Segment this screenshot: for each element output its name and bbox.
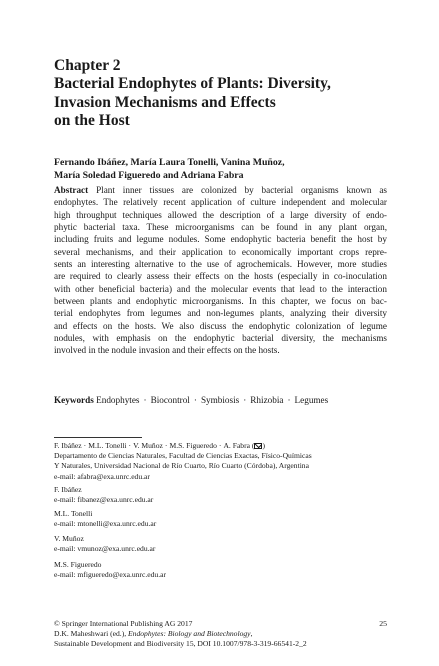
contact-email: e-mail: mtonelli@exa.unrc.edu.ar bbox=[54, 519, 157, 529]
abstract-line: terial endophytes from legumes and non-legumes plants, analyzing their diversity bbox=[54, 308, 387, 319]
citation-editor: D.K. Maheshwari (ed.), bbox=[54, 629, 129, 639]
name-separator: · bbox=[83, 441, 87, 450]
abstract-line: several mechanisms, and their application to economically important crops repre- bbox=[54, 246, 387, 257]
abstract-line: sents an interesting alternative to the use of agrochemicals. However, more studies bbox=[54, 259, 387, 270]
affiliation-author: M.S. Figueredo bbox=[169, 441, 217, 450]
abstract bbox=[54, 184, 387, 357]
contact-entry bbox=[54, 509, 354, 529]
abstract-line: and effects on the hosts. We also discuss the endophytic colonization of legume bbox=[54, 320, 387, 331]
abstract-line bbox=[54, 184, 387, 196]
affiliation-author: M.L. Tonelli bbox=[88, 441, 127, 450]
abstract-line: including fruits and legume nodules. Some endophytic bacteria benefit the host by bbox=[54, 234, 387, 245]
abstract-line: nodules, with emphasis on the endophytic bacterial diversity, the mechanisms bbox=[54, 333, 387, 344]
abstract-line: endophytes. The relatively recent application of culture independent and molecular bbox=[54, 197, 387, 208]
keywords bbox=[54, 394, 394, 406]
contact-email: e-mail: vmunoz@exa.unrc.edu.ar bbox=[54, 544, 156, 554]
affiliation-authors: F. Ibáñez · M.L. Tonelli · V. Muñoz · M.S. Figueredo · A. Fabra ( ) bbox=[54, 441, 265, 450]
keyword-separator: · bbox=[193, 395, 197, 405]
author-list bbox=[54, 156, 394, 182]
keyword: Biocontrol bbox=[150, 395, 190, 405]
keyword-separator: · bbox=[287, 395, 291, 405]
abstract-line: involved in the nodule invasion and their effects on the hosts. bbox=[54, 345, 280, 356]
name-separator: · bbox=[164, 441, 168, 450]
footnote-divider bbox=[54, 437, 142, 438]
copyright-line: © Springer International Publishing AG 2017 bbox=[54, 619, 193, 628]
affiliation-line: Departamento de Ciencias Naturales, Facultad de Ciencias Exactas, Físico-Químicas bbox=[54, 451, 312, 461]
chapter-title-line: Bacterial Endophytes of Plants: Diversity, bbox=[54, 75, 331, 92]
name-separator: · bbox=[128, 441, 132, 450]
contact-name: F. Ibáñez bbox=[54, 485, 82, 494]
contact-entry bbox=[54, 485, 354, 505]
envelope-icon bbox=[254, 443, 262, 449]
abstract-line: with other beneficial bacteria) and the molecular events that lead to the interaction bbox=[54, 283, 387, 294]
contact-name: M.S. Figueredo bbox=[54, 560, 102, 569]
affiliation-author: V. Muñoz bbox=[133, 441, 163, 450]
author-line: Fernando Ibáñez, María Laura Tonelli, Vanina Muñoz, bbox=[54, 157, 285, 168]
affiliation-email: e-mail: afabra@exa.unrc.edu.ar bbox=[54, 471, 150, 481]
contact-entry bbox=[54, 534, 354, 554]
contact-name: M.L. Tonelli bbox=[54, 509, 93, 518]
contact-email: e-mail: fibanez@exa.unrc.edu.ar bbox=[54, 495, 154, 505]
abstract-line: high throughput techniques allowed the description of a large diversity of endo- bbox=[54, 209, 387, 220]
citation-line bbox=[54, 629, 387, 639]
book-title: Endophytes: Biology and Biotechnology bbox=[128, 629, 251, 639]
doi-line: Sustainable Development and Biodiversity 15, DOI 10.1007/978-3-319-66541-2_2 bbox=[54, 639, 307, 649]
keyword-separator: · bbox=[243, 395, 247, 405]
affiliation-author: F. Ibáñez bbox=[54, 441, 82, 450]
keyword: Legumes bbox=[294, 395, 329, 405]
contact-email: e-mail: mfigueredo@exa.unrc.edu.ar bbox=[54, 570, 166, 580]
page-footer bbox=[54, 619, 387, 650]
keyword-separator: · bbox=[143, 395, 147, 405]
affiliation-author: A. Fabra bbox=[223, 441, 251, 450]
chapter-label: Chapter 2 bbox=[54, 57, 121, 74]
abstract-line: between plants and endophytic microorganisms. In this chapter, we focus on bac- bbox=[54, 296, 387, 307]
keyword: Rhizobia bbox=[250, 395, 284, 405]
keyword: Endophytes bbox=[96, 395, 140, 405]
author-line: María Soledad Figueredo and Adriana Fabra bbox=[54, 170, 244, 181]
keyword: Symbiosis bbox=[200, 395, 240, 405]
chapter-title bbox=[54, 75, 414, 131]
chapter-title-line: on the Host bbox=[54, 112, 130, 129]
chapter-title-line: Invasion Mechanisms and Effects bbox=[54, 93, 276, 111]
abstract-heading: Abstract bbox=[54, 185, 89, 195]
affiliation-block bbox=[54, 441, 399, 482]
keywords-heading: Keywords bbox=[54, 395, 94, 405]
name-separator: · bbox=[218, 441, 222, 450]
abstract-line: are required to clearly assess their effects on the hosts (especially in co-inoculation bbox=[54, 271, 387, 282]
contact-entry bbox=[54, 560, 354, 580]
abstract-line: phytic bacterial taxa. These microorganisms can be found in any plant organ, bbox=[54, 222, 387, 233]
affiliation-line: Y Naturales, Universidad Nacional de Río Cuarto, Río Cuarto (Córdoba), Argentina bbox=[54, 461, 309, 471]
page-number: 25 bbox=[379, 619, 387, 628]
contact-name: V. Muñoz bbox=[54, 534, 84, 543]
citation-punct: , bbox=[250, 629, 253, 639]
abstract-line-text: Plant inner tissues are colonized by bacterial organisms known as bbox=[96, 185, 387, 195]
